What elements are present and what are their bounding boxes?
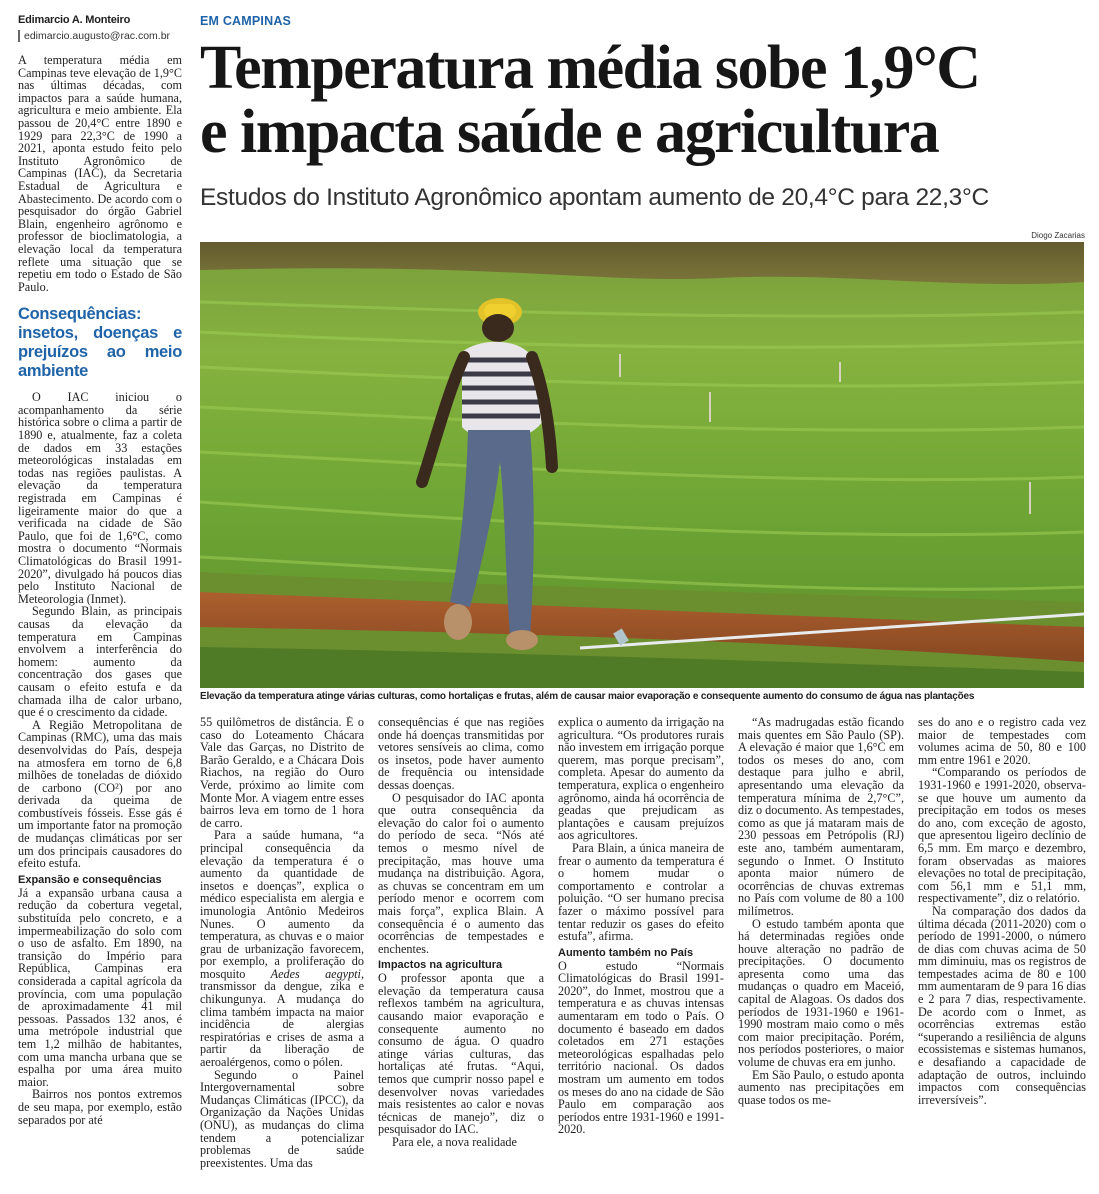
paragraph: Na comparação dos dados da última década (2011-2020) com o período de 1991-2000, o número de dias com chuvas acima de 50 mm diminuiu, mas os registros de tempestades acima de 80 e 100 mm aumentaram de 9 para 16 dias e 2 para 7 dias, respectivamente. De acordo com o Inmet, as ocorrências extremas estão “superando a resiliência de alguns ecossistemas e sistemas humanos, e desafiando a capacidade de adaptação de outros, incluindo impactos com consequências irreversíveis”.	[918, 903, 1086, 1107]
paragraph: explica o aumento da irrigação na agricultura. “Os produtores rurais não investem em irrigação porque querem, mas porque precisam”, completa. Apesar do aumento da temperatura, explica o engenheiro agrônomo, ainda há ocorrência de geadas que prejudicam as plantações e causam prejuízos aos agricultores.	[558, 716, 724, 843]
paragraph: Segundo Blain, as principais causas da elevação da temperatura em Campinas envolvem a interferência do homem: aumento da concentração dos gases que causam o efeito estufa e da chamada ilha de calor urbano, que é o crescimento da cidade.	[18, 604, 182, 720]
paragraph: “Comparando os períodos de 1931-1960 e 1991-2020, observa-se que houve um aumento da precipitação em todos os meses do ano, com exceção de agosto, que apresentou ligeiro declínio de 6,5 mm. Em março e dezembro, foram observadas as maiores elevações no total de precipitação, com 56,1 mm e 51,1 mm, respectivamente”, diz o relatório.	[918, 765, 1086, 906]
article-column-2	[200, 716, 364, 1194]
author-box	[18, 14, 188, 42]
paragraph: 55 quilômetros de distância. É o caso do Loteamento Chácara Vale das Garças, no Distrito de Barão Geraldo, e a Chácara Dois Riachos, na região do Ouro Verde, próximo ao limite com Monte Mor. A viagem entre esses bairros leva em torno de 1 hora de carro.	[200, 716, 364, 830]
paragraph: Já a expansão urbana causa a redução da cobertura vegetal, substituída pelo concreto, e a impermeabilização do solo com o uso de asfalto. Em 1890, na transição do Império para República, Campinas era considerada a capital agrícola da província, com uma população de aproximadamente 41 mil pessoas. Passados 132 anos, é uma metrópole industrial que tem 1,2 milhão de habitantes, com uma mancha urbana que se espalha por uma área muito maior.	[18, 885, 182, 1089]
paragraph: A Região Metropolitana de Campinas (RMC), uma das mais desenvolvidas do País, despeja na atmosfera em torno de 6,8 milhões de toneladas de dióxido de carbono (CO²) por ano derivada da queima de combustíveis fósseis. Esse gás é um importante fator na promoção de mudanças climáticas por ser um dos principais causadores do efeito estufa.	[18, 717, 182, 871]
section-heading-expansao: Expansão e consequências	[18, 873, 162, 886]
headline	[200, 36, 1092, 164]
section-heading-agricultura: Impactos na agricultura	[378, 959, 503, 972]
section-label: EM CAMPINAS	[200, 14, 292, 28]
author-email[interactable]: edimarcio.augusto@rac.com.br	[18, 30, 188, 42]
paragraph: “As madrugadas estão ficando mais quentes em São Paulo (SP). A elevação é maior que 1,6°C em todos os meses do ano, com destaque para julho e abril, apresentando uma elevação da temperatura mínima de 2,7°C”, diz o documento. As tempestades, como as que já mataram mais de 230 pessoas em Petrópolis (RJ) este ano, também aumentaram, segundo o Inmet. O Instituto aponta maior número de ocorrências de chuvas extremas no País com volume de 80 a 100 milímetros.	[738, 716, 904, 918]
article-column-3	[378, 716, 544, 1194]
article-column-4	[558, 716, 724, 1194]
sub-heading: Consequências: insetos, doenças e prejuízos ao meio ambiente	[18, 305, 182, 381]
subheadline: Estudos do Instituto Agronômico apontam aumento de 20,4°C para 22,3°C	[200, 184, 989, 211]
paragraph: Para Blain, a única maneira de frear o aumento da temperatura é o homem mudar o comportamento e controlar a poluição. “O ser humano precisa fazer o máximo possível para tentar reduzir os gases do efeito estufa”, afirma.	[558, 840, 724, 944]
paragraph: Bairros nos pontos extremos de seu mapa, por exemplo, estão separados por até	[18, 1087, 182, 1127]
article-column-6	[918, 716, 1086, 1194]
photo-caption: Elevação da temperatura atinge várias culturas, como hortaliças e frutas, além de causar maior evaporação e consequente aumento do consumo de água nas plantações	[200, 691, 975, 702]
paragraph-text: Para a saúde humana, “a principal consequência da elevação da temperatura é o aumento da quantidade de insetos e doenças”, explica o médico especialista em alergia e imunologia Antônio Medeiros Nunes. O aumento da temperatura, as chuvas e o maior grau de urbanização favorecem, por exemplo, a proliferação do mosquito	[200, 828, 364, 981]
paragraph: O estudo “Normais Climatológicas do Brasil 1991-2020”, do Inmet, mostrou que a temperatura e as chuvas intensas aumentaram em todo o País. O documento é baseado em dados coletados em 271 estações meteorológicas espalhadas pelo território nacional. Os dados mostram um aumento em todos os meses do ano na cidade de São Paulo em comparação aos períodos entre 1931-1960 e 1991-2020.	[558, 958, 724, 1137]
paragraph: Para ele, a nova realidade	[392, 1135, 517, 1149]
author-name: Edimarcio A. Monteiro	[18, 14, 131, 26]
headline-line-2: e impacta saúde e agricultura	[200, 98, 939, 166]
paragraph: O estudo também aponta que há determinadas regiões onde houve alteração no padrão de precipitações. O documento apresenta como uma das mudanças o quadro em Maceió, capital de Alagoas. Os dados dos períodos de 1931-1960 e 1961-1990 mostram maio como o mês com maior precipitação. Porém, nos períodos posteriores, o maior volume de chuvas era em junho.	[738, 916, 904, 1070]
species-name: Aedes aegypti	[270, 966, 361, 981]
paragraph: O professor aponta que a elevação da temperatura causa reflexos também na agricultura, causando maior evaporação e consequente aumento no consumo de água. O quadro atinge várias culturas, das hortaliças até frutas. “Aqui, temos que cumprir nosso papel e desenvolver novas variedades mais resistentes ao calor e novas técnicas de manejo”, diz o pesquisador do IAC.	[378, 971, 544, 1137]
paragraph: Em São Paulo, o estudo aponta aumento nas precipitações em quase todos os me-	[738, 1067, 904, 1107]
lead-paragraph: A temperatura média em Campinas teve elevação de 1,9°C nas últimas décadas, com impactos para a saúde humana, agricultura e meio ambiente. Ela passou de 20,4°C entre 1890 e 1929 para 22,3°C de 1990 a 2021, aponta estudo feito pelo Instituto Agronômico de Campinas (IAC), da Secretaria Estadual de Agricultura e Abastecimento. De acordo com o pesquisador do órgão Gabriel Blain, engenheiro agrônomo e professor de bioclimatologia, a elevação local da temperatura reflete uma situação que se repetiu em todo o Estado de São Paulo.	[18, 54, 182, 294]
paragraph-text: , transmissor da dengue, zika e chikungunya. A mudança do clima também impacta na maior incidência de alergias respiratórias e crises de asma a partir da liberação de aeroalérgenos, como o pólen.	[200, 966, 364, 1070]
paragraph: consequências é que nas regiões onde há doenças transmitidas por vetores sensíveis ao clima, como os insetos, pode haver aumento de frequência ou intensidade dessas doenças.	[378, 716, 544, 792]
paragraph	[200, 829, 364, 1068]
article-column-5	[738, 716, 904, 1194]
paragraph: O IAC iniciou o acompanhamento da série histórica sobre o clima a partir de 1890 e, atualmente, faz a coleta de dados em 33 estações meteorológicas instaladas em todas nas regiões paulistas. A elevação da temperatura registrada em Campinas é ligeiramente maior do que a verificada na cidade de São Paulo, que foi de 1,6°C, como mostra o documento “Normais Climatológicas do Brasil 1991-2020”, divulgado há poucos dias pelo Instituto Nacional de Meteorologia (Inmet).	[18, 390, 182, 606]
headline-line-1: Temperatura média sobe 1,9°C	[200, 34, 980, 102]
article-column-1	[18, 54, 182, 1194]
paragraph: O pesquisador do IAC aponta que outra consequência da elevação do calor foi o aumento do período de seca. “Nós até temos o mesmo nível de precipitação, mas houve uma mudança na distribuição. Agora, as chuvas se concentram em um período menor e ocorrem com mais força”, explica Blain. A consequência é o aumento das ocorrências de tempestades e enchentes.	[378, 790, 544, 956]
article-photo	[200, 242, 1084, 688]
paragraph: ses do ano e o registro cada vez maior de tempestades com volumes acima de 50, 80 e 100 mm entre 1961 e 2020.	[918, 716, 1086, 767]
paragraph: Segundo o Painel Intergovernamental sobre Mudanças Climáticas (IPCC), da Organização da Nações Unidas (ONU), as mudanças do clima tendem a potencializar problemas de saúde preexistentes. Uma das	[200, 1067, 364, 1170]
photo-credit: Diogo Zacarias	[1031, 231, 1085, 240]
section-heading-pais: Aumento também no País	[558, 946, 694, 959]
